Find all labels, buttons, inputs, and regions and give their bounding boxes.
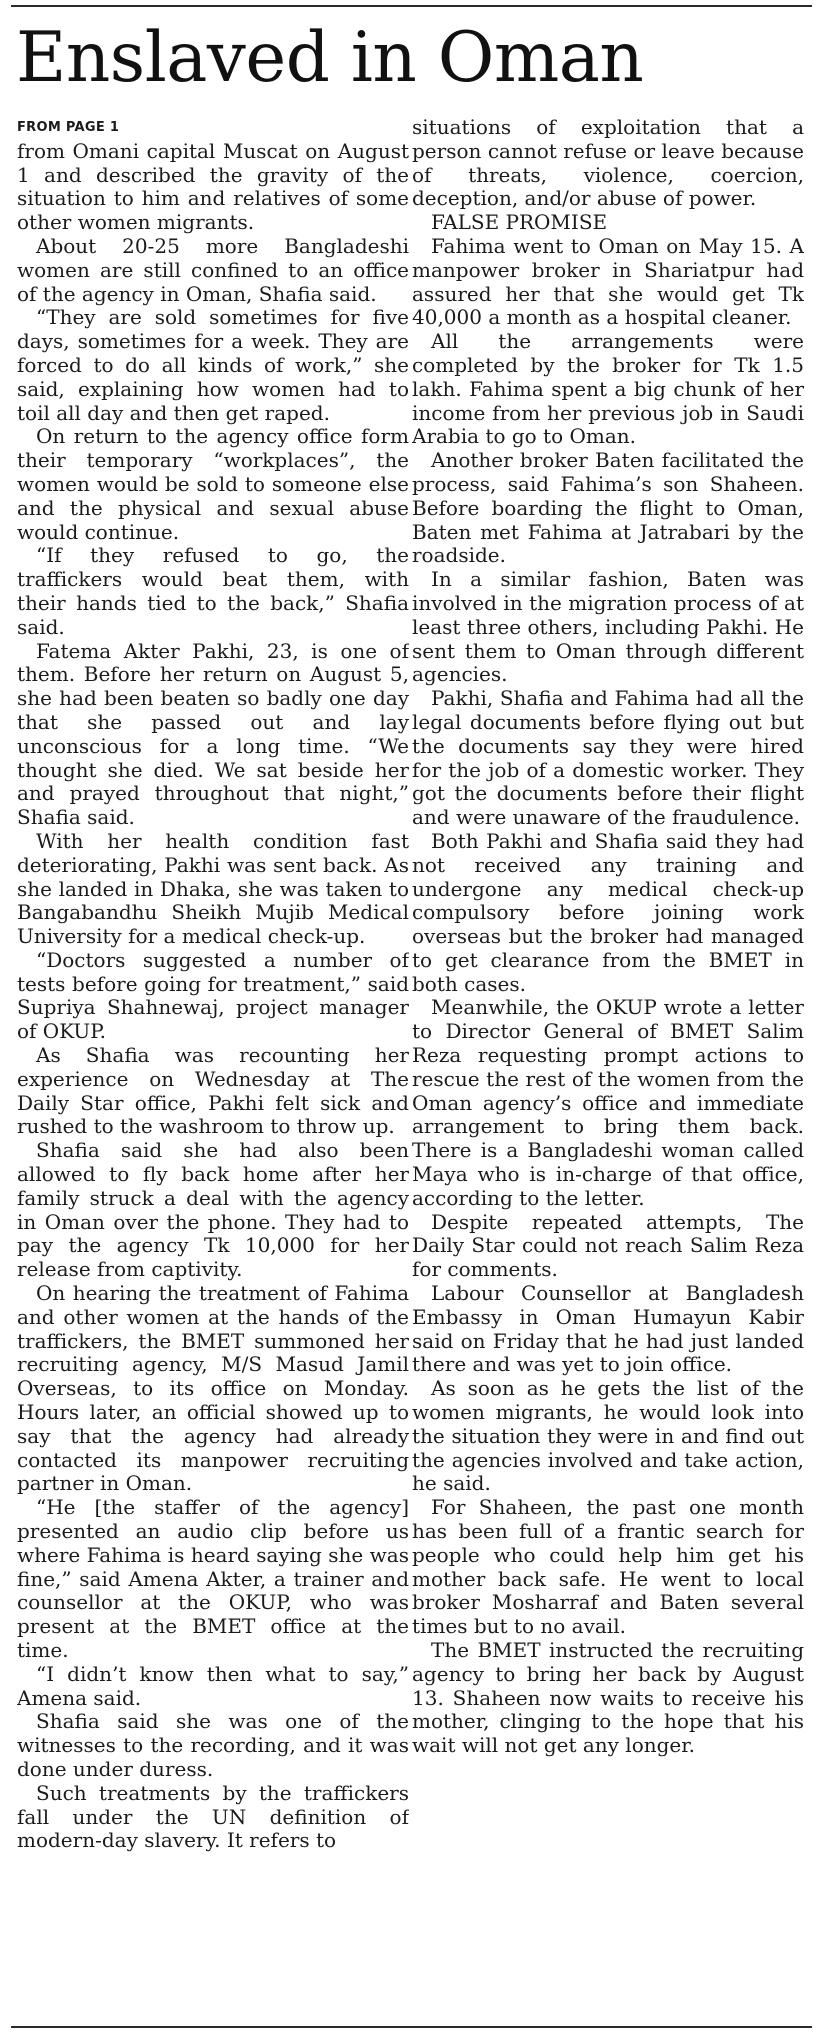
section-subhead: FALSE PROMISE bbox=[431, 210, 608, 235]
paragraph: Such treatments by the traffickers fall under the UN definition of modern-day slavery. It refers to bbox=[17, 1780, 409, 1853]
paragraph: Another broker Baten facilitated the process, said Fahima’s son Shaheen. Before boarding the flight to Oman, Baten met Fahima at Jatrabari by the roadside. bbox=[412, 448, 804, 568]
paragraph: Pakhi, Shafia and Fahima had all the legal documents before flying out but the documents say they were hired for the job of a domestic worker. They got the documents before their flight and were unaware of the fraudulence. bbox=[412, 686, 804, 830]
paragraph: About 20-25 more Bangladeshi women are still confined to an office of the agency in Oman, Shafia said. bbox=[17, 233, 409, 306]
paragraph: “They are sold sometimes for five days, sometimes for a week. They are forced to do all kinds of work,” she said, explaining how women had to toil all day and then get raped. bbox=[17, 305, 409, 425]
paragraph: On hearing the treatment of Fahima and other women at the hands of the traffickers, the BMET summoned her recruiting agency, M/S Masud Jamil Overseas, to its office on Monday. Hours later, an official showed up to say that the agency had already contacted its manpower recruiting partner in Oman. bbox=[17, 1281, 409, 1496]
article-column-left bbox=[17, 116, 409, 2022]
paragraph: All the arrangements were completed by the broker for Tk 1.5 lakh. Fahima spent a big chunk of her income from her previous job in Saudi Arabia to go to Oman. bbox=[412, 329, 804, 449]
bottom-rule bbox=[11, 2026, 812, 2028]
paragraph: “Doctors suggested a number of tests before going for treatment,” said Supriya Shahnewaj, project manager of OKUP. bbox=[17, 947, 409, 1044]
paragraph: “If they refused to go, the traffickers would beat them, with their hands tied to the back,” Shafia said. bbox=[17, 543, 409, 639]
paragraph: “He [the staffer of the agency] presented an audio clip before us where Fahima is heard saying she was fine,” said Amena Akter, a trainer and counsellor at the OKUP, who was present at the BMET office at the time. bbox=[17, 1495, 409, 1662]
paragraph: Both Pakhi and Shafia said they had not received any training and undergone any medical check-up compulsory before joining work overseas but the broker had managed to get clearance from the BMET in both cases. bbox=[412, 828, 804, 996]
paragraph-continued: situations of exploitation that a person cannot refuse or leave because of threats, violence, coercion, deception, and/or abuse of power. bbox=[412, 116, 804, 211]
paragraph: With her health condition fast deteriorating, Pakhi was sent back. As she landed in Dhaka, she was taken to Bangabandhu Sheikh Mujib Medical University for a medical check-up. bbox=[17, 828, 409, 949]
paragraph: Fatema Akter Pakhi, 23, is one of them. Before her return on August 5, she had been beaten so badly one day that she passed out and lay unconscious for a long time. “We thought she died. We sat beside her and prayed throughout that night,” Shafia said. bbox=[17, 638, 409, 830]
paragraph: The BMET instructed the recruiting agency to bring her back by August 13. Shaheen now waits to receive his mother, clinging to the hope that his wait will not get any longer. bbox=[412, 1638, 804, 1758]
paragraph: As Shafia was recounting her experience on Wednesday at The Daily Star office, Pakhi felt sick and rushed to the washroom to throw up. bbox=[17, 1043, 409, 1139]
paragraph: On return to the agency office form their temporary “workplaces”, the women would be sold to someone else and the physical and sexual abuse would continue. bbox=[17, 424, 409, 544]
paragraph: Despite repeated attempts, The Daily Star could not reach Salim Reza for comments. bbox=[412, 1209, 804, 1282]
paragraph: As soon as he gets the list of the women migrants, he would look into the situation they were in and find out the agencies involved and take action, he said. bbox=[412, 1376, 804, 1496]
paragraph: For Shaheen, the past one month has been full of a frantic search for people who could help him get his mother back safe. He went to local broker Mosharraf and Baten several times but to no avail. bbox=[412, 1495, 804, 1639]
article-headline: Enslaved in Oman bbox=[16, 18, 644, 98]
top-rule bbox=[11, 5, 812, 7]
jump-label: FROM PAGE 1 bbox=[17, 120, 120, 135]
paragraph: Shafia said she was one of the witnesses to the recording, and it was done under duress. bbox=[17, 1709, 409, 1781]
article-column-right bbox=[412, 116, 804, 2022]
paragraph: Shafia said she had also been allowed to fly back home after her family struck a deal with the agency in Oman over the phone. They had to pay the agency Tk 10,000 for her release from captivity. bbox=[17, 1138, 409, 1282]
paragraph: “I didn’t know then what to say,” Amena said. bbox=[17, 1661, 409, 1710]
paragraph: Labour Counsellor at Bangladesh Embassy in Oman Humayun Kabir said on Friday that he had just landed there and was yet to join office. bbox=[412, 1281, 804, 1377]
paragraph: Meanwhile, the OKUP wrote a letter to Director General of BMET Salim Reza requesting prompt actions to rescue the rest of the women from the Oman agency’s office and immediate arrangement to bring them back. There is a Bangladeshi woman called Maya who is in-charge of that office, according to the letter. bbox=[412, 995, 804, 1210]
paragraph: In a similar fashion, Baten was involved in the migration process of at least three others, including Pakhi. He sent them to Oman through different agencies. bbox=[412, 567, 804, 687]
paragraph: from Omani capital Muscat on August 1 and described the gravity of the situation to him and relatives of some other women migrants. bbox=[17, 138, 409, 235]
paragraph: Fahima went to Oman on May 15. A manpower broker in Shariatpur had assured her that she would get Tk 40,000 a month as a hospital cleaner. bbox=[412, 233, 804, 330]
